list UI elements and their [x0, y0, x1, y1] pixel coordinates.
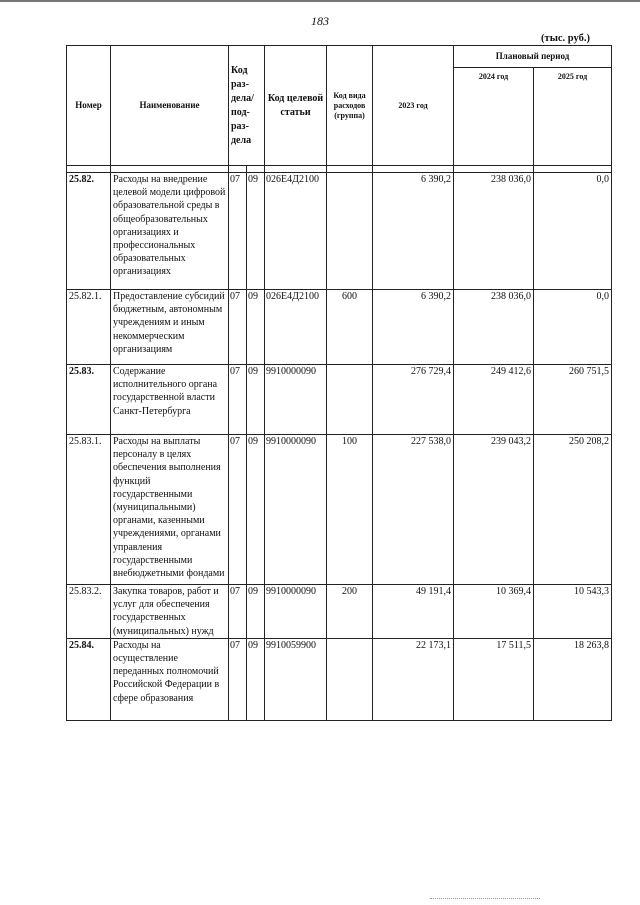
row-2024: 239 043,2: [454, 435, 534, 585]
header-2025: 2025 год: [534, 68, 612, 166]
row-2023: 276 729,4: [373, 365, 454, 435]
row-2023: 227 538,0: [373, 435, 454, 585]
row-type: [327, 638, 373, 720]
row-name: Расходы на внедрение целевой модели цифровой образовательной среды в общеобразовательных организациях и профессиональных образовательных организациях: [111, 173, 229, 290]
row-2025: 250 208,2: [534, 435, 612, 585]
row-type: 100: [327, 435, 373, 585]
row-section: 07: [229, 365, 247, 435]
row-section: 07: [229, 585, 247, 639]
scan-smudge: [430, 898, 540, 902]
row-target: 026Е4Д2100: [265, 290, 327, 365]
row-subsection: 09: [247, 173, 265, 290]
budget-table: [66, 45, 612, 721]
header-section-code: Код раз-дела/ под-раз-дела: [229, 46, 265, 166]
row-subsection: 09: [247, 290, 265, 365]
row-section: 07: [229, 435, 247, 585]
row-2025: 0,0: [534, 290, 612, 365]
table-row: [67, 585, 612, 639]
row-2023: 22 173,1: [373, 638, 454, 720]
row-number: 25.83.2.: [67, 585, 111, 639]
row-number: 25.83.1.: [67, 435, 111, 585]
header-name: Наименование: [111, 46, 229, 166]
row-2024: 238 036,0: [454, 290, 534, 365]
row-2024: 10 369,4: [454, 585, 534, 639]
header-2023: 2023 год: [373, 46, 454, 166]
row-number: 25.83.: [67, 365, 111, 435]
row-2025: 10 543,3: [534, 585, 612, 639]
row-section: 07: [229, 290, 247, 365]
row-target: 9910000090: [265, 585, 327, 639]
table-row: [67, 638, 612, 720]
row-type: 200: [327, 585, 373, 639]
row-name: Содержание исполнительного органа государственной власти Санкт-Петербурга: [111, 365, 229, 435]
row-type: [327, 365, 373, 435]
row-2024: 249 412,6: [454, 365, 534, 435]
row-target: 9910000090: [265, 365, 327, 435]
row-target: 9910059900: [265, 638, 327, 720]
row-2023: 6 390,2: [373, 290, 454, 365]
page-number: 183: [311, 14, 329, 28]
table-row: [67, 365, 612, 435]
row-type: 600: [327, 290, 373, 365]
row-name: Предоставление субсидий бюджетным, автономным учреждениям и иным некоммерческим организациям: [111, 290, 229, 365]
table-row: [67, 435, 612, 585]
header-number: Номер: [67, 46, 111, 166]
row-2025: 0,0: [534, 173, 612, 290]
page-top-edge: [0, 0, 640, 2]
row-number: 25.84.: [67, 638, 111, 720]
row-name: Расходы на осуществление переданных полномочий Российской Федерации в сфере образования: [111, 638, 229, 720]
units-label: (тыс. руб.): [541, 33, 590, 44]
row-2025: 18 263,8: [534, 638, 612, 720]
header-2024: 2024 год: [454, 68, 534, 166]
row-number: 25.82.1.: [67, 290, 111, 365]
row-2024: 17 511,5: [454, 638, 534, 720]
row-subsection: 09: [247, 585, 265, 639]
row-name: Закупка товаров, работ и услуг для обеспечения государственных (муниципальных) нужд: [111, 585, 229, 639]
row-section: 07: [229, 173, 247, 290]
row-target: 9910000090: [265, 435, 327, 585]
header-target-code: Код целевой статьи: [265, 46, 327, 166]
row-number: 25.82.: [67, 173, 111, 290]
table-row: [67, 290, 612, 365]
row-2024: 238 036,0: [454, 173, 534, 290]
row-subsection: 09: [247, 638, 265, 720]
row-2025: 260 751,5: [534, 365, 612, 435]
row-2023: 49 191,4: [373, 585, 454, 639]
row-target: 026Е4Д2100: [265, 173, 327, 290]
row-section: 07: [229, 638, 247, 720]
table-row: [67, 173, 612, 290]
row-2023: 6 390,2: [373, 173, 454, 290]
row-type: [327, 173, 373, 290]
header-expense-type: Код вида расходов (группа): [327, 46, 373, 166]
row-subsection: 09: [247, 435, 265, 585]
row-name: Расходы на выплаты персоналу в целях обеспечения выполнения функций государственными (муниципальными) органами, казенными учреждениями, органами управления государственными внебюджетными фондами: [111, 435, 229, 585]
row-subsection: 09: [247, 365, 265, 435]
header-planned-period: Плановый период: [454, 46, 612, 68]
